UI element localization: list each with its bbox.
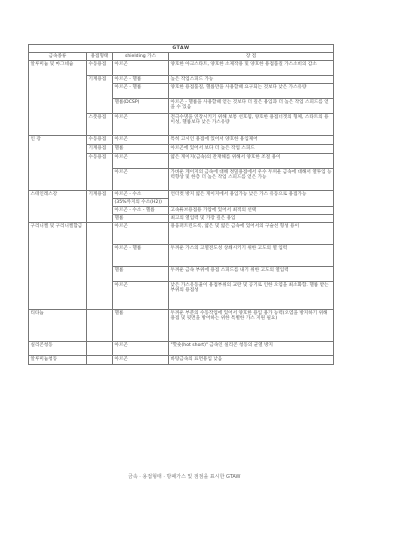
- table-row: [29, 310, 334, 342]
- table-row: [29, 342, 334, 356]
- cell-merit: 가벼운 게이지의 금속에 대해 정밀용접에서 우수 두꺼운 금속에 대해서 열투입 능력향상 및 한층 더 높은 작업 스피드를 얻은 가능: [169, 169, 334, 191]
- cell-gas: 아르곤: [113, 169, 169, 191]
- cell-gas: (35%까지의 수소(H2)): [113, 199, 169, 207]
- cell-type: 수동용접: [87, 136, 113, 145]
- cell-type: [87, 310, 113, 342]
- cell-merit: 얇은 게이지(금속)의 잔재해를 위해서 양호한 조절 용이: [169, 154, 334, 169]
- cell-gas: 아르곤 - 헬륨: [113, 245, 169, 267]
- cell-gas: 아르곤 - 헬륨: [113, 76, 169, 84]
- table-title: GTAW: [29, 45, 334, 53]
- cell-metal: 구리니켈 및 구리니켈합금: [29, 223, 87, 310]
- cell-merit: 두꺼운 부분의 수동작업에 있어서 양호한 용입 용가 능력(오염을 방지하기 위해 용접 및 뒷면을 방어하는 위한 특별한 가스 지원 필요): [169, 310, 334, 342]
- gtaw-table: [28, 44, 334, 365]
- table-row: [29, 223, 334, 245]
- cell-merit: 양호한 용접품질, 헬륨만을 사용할때 요구되는 것보다 낮은 가스유량: [169, 84, 334, 99]
- cell-type: 기계용접: [87, 145, 113, 154]
- cell-gas: 아르곤: [113, 136, 169, 145]
- cell-merit: 고속튜브용접용 가압에 있어서 최적의 선택: [169, 207, 334, 215]
- cell-gas: 아르곤: [113, 356, 169, 365]
- cell-merit: 최고의 열입력 및 가장 깊은 용입: [169, 215, 334, 223]
- cell-gas: 아르곤: [113, 223, 169, 245]
- figure-caption: 금속 · 용접형태 · 방패가스 및 점점을 표시한 GTAW: [128, 474, 241, 480]
- cell-metal: 알루미늄 및 마그네슘: [29, 61, 87, 136]
- cell-merit: 아르곤에 있어서 보다 더 높은 작업 스피드: [169, 145, 334, 154]
- cell-merit: 아르곤 - 헬륨을 사용할때 얻는 것보다 더 깊은 용입과 더 높은 작업 스피드를 얻을 수 있음: [169, 99, 334, 114]
- cell-type: 수동용접: [87, 154, 113, 191]
- table-row: [29, 191, 334, 199]
- table-title-row: [29, 45, 334, 53]
- table-row: [29, 61, 334, 76]
- header-metal: 금속종류: [29, 53, 87, 61]
- cell-gas: 아르곤: [113, 114, 169, 136]
- table-row: [29, 136, 334, 145]
- cell-merit: 양호한 아크스타트, 양호한 소제작용 및 양호한 용접품질 가스소비의 감소: [169, 61, 334, 76]
- cell-gas: 아르곤 - 헬륨: [113, 84, 169, 99]
- cell-merit: 특히 고시인 용접에 있어서 양호한 용입제어: [169, 136, 334, 145]
- cell-gas: 헬륨: [113, 215, 169, 223]
- cell-merit: 언더컷 방지 얇은 게이지에서 용입가능 낮은 가스 유동으로 용접가능: [169, 191, 334, 207]
- cell-type: 기계용접: [87, 191, 113, 223]
- cell-merit: 두꺼운 금속 부위에 용접 스피드를 내기 위한 고도의 열입력: [169, 267, 334, 282]
- cell-metal: 알루미늄청동: [29, 356, 87, 365]
- cell-merit: 높은 작업스피드 가능: [169, 76, 334, 84]
- cell-merit: 두꺼운 가스의 고열전도성 상쇄시키기 위한 고도의 열 입력: [169, 245, 334, 267]
- cell-merit: 바탕금속의 표면용입 낮음: [169, 356, 334, 365]
- cell-gas: 아르곤 - 수소: [113, 191, 169, 199]
- cell-type: 수동용접: [87, 61, 113, 76]
- cell-gas: 아르곤: [113, 342, 169, 356]
- cell-metal: 실리콘청동: [29, 342, 87, 356]
- table-row: [29, 356, 334, 365]
- cell-gas: 헬륨: [113, 145, 169, 154]
- cell-type: [87, 342, 113, 356]
- header-merit: 장 점: [169, 53, 334, 61]
- cell-merit: 용융퍼트린도록, 얇은 및 얇은 금속에 있어서의 구슬선 형성 용이: [169, 223, 334, 245]
- cell-merit: 전극수명을 연장시키기 위해 보통 선호됨, 양호한 용접너겟의 형체, 스타트의 용이성, 헬륨보다 낮은 가스유량: [169, 114, 334, 136]
- header-type: 용접형태: [87, 53, 113, 61]
- cell-type: 기계용접: [87, 76, 113, 114]
- table-header-row: [29, 53, 334, 61]
- cell-gas: 헬륨: [113, 267, 169, 282]
- cell-metal: 티타늄: [29, 310, 87, 342]
- cell-merit: "핫숏(hot short)" 금속인 실리콘 청동의 균열 방지: [169, 342, 334, 356]
- cell-gas: 아르곤: [113, 154, 169, 169]
- cell-metal: 인 강: [29, 136, 87, 191]
- cell-type: 스폿용접: [87, 114, 113, 136]
- cell-gas: 헬륨: [113, 310, 169, 342]
- cell-gas: 아르곤: [113, 61, 169, 76]
- cell-gas: 아르곤: [113, 282, 169, 310]
- cell-type: [87, 356, 113, 365]
- header-gas: shielding 가스: [113, 53, 169, 61]
- cell-type: [87, 223, 113, 310]
- cell-gas: 헬륨(DCSP): [113, 99, 169, 114]
- cell-metal: 스테인레스강: [29, 191, 87, 223]
- cell-gas: 아르곤 - 수소 - 헬륨: [113, 207, 169, 215]
- cell-merit: 낮은 가스유동율이 용접부위의 교란 및 공기로 인한 오염을 최소화함. 헬륨 받는 부위의 용접성: [169, 282, 334, 310]
